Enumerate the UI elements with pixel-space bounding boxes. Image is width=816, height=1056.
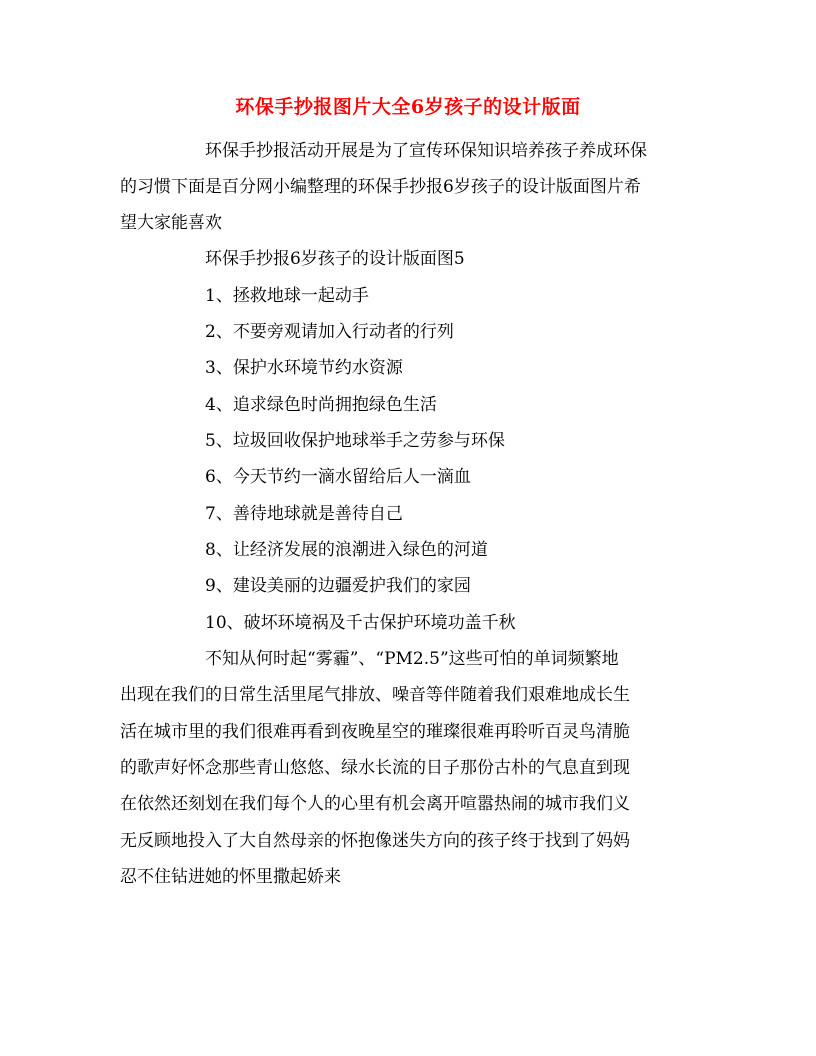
closing-line-5: 在依然还刻划在我们每个人的心里有机会离开喧嚣热闹的城市我们义 [120,794,630,814]
slogan-2: 2、不要旁观请加入行动者的行列 [205,322,454,342]
slogan-3: 3、保护水环境节约水资源 [205,358,403,378]
closing-line-2: 出现在我们的日常生活里尾气排放、噪音等伴随着我们艰难地成长生 [120,685,630,705]
slogan-9: 9、建设美丽的边疆爱护我们的家园 [205,576,471,596]
slogan-6: 6、今天节约一滴水留给后人一滴血 [205,467,471,487]
slogan-5: 5、垃圾回收保护地球举手之劳参与环保 [205,431,505,451]
closing-line-4: 的歌声好怀念那些青山悠悠、绿水长流的日子那份古朴的气息直到现 [120,758,630,778]
closing-line-3: 活在城市里的我们很难再看到夜晚星空的璀璨很难再聆听百灵鸟清脆 [120,722,630,742]
slogan-10: 10、破坏环境祸及千古保护环境功盖千秋 [205,613,516,633]
slogan-4: 4、追求绿色时尚拥抱绿色生活 [205,395,437,415]
intro-line-2: 的习惯下面是百分网小编整理的环保手抄报6岁孩子的设计版面图片希 [120,177,641,197]
slogan-7: 7、善待地球就是善待自己 [205,504,403,524]
document-title: 环保手抄报图片大全6岁孩子的设计版面 [235,96,581,118]
slogan-8: 8、让经济发展的浪潮进入绿色的河道 [205,540,488,560]
slogan-1: 1、拯救地球一起动手 [205,286,369,306]
closing-line-1: 不知从何时起“雾霾”、“PM2.5”这些可怕的单词频繁地 [205,649,619,669]
figure-caption: 环保手抄报6岁孩子的设计版面图5 [205,249,465,269]
intro-line-3: 望大家能喜欢 [120,213,222,233]
intro-line-1: 环保手抄报活动开展是为了宣传环保知识培养孩子养成环保 [205,141,647,161]
closing-line-7: 忍不住钻进她的怀里撒起娇来 [120,867,341,887]
closing-line-6: 无反顾地投入了大自然母亲的怀抱像迷失方向的孩子终于找到了妈妈 [120,831,630,851]
